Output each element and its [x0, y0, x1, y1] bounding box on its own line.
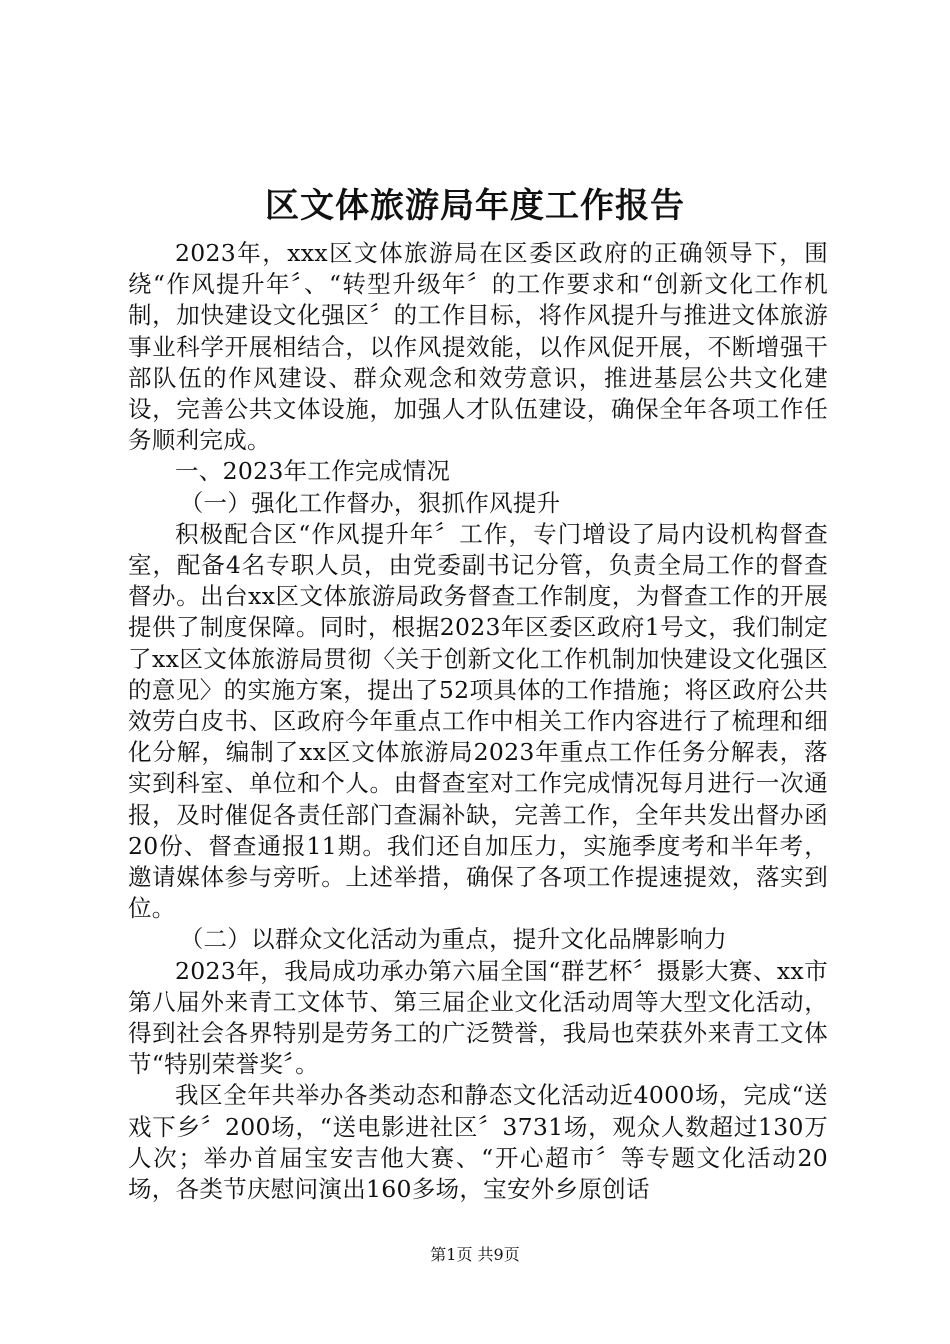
paragraph-activities: 我区全年共举办各类动态和静态文化活动近4000场，完成“送戏下乡〞200场，“送电影进社区〞3731场，观众人数超过130万人次；举办首届宝安吉他大赛、“开心超市〞等专题文化活动20场，各类节庆慰问演出160多场，宝安外乡原创话 [128, 1081, 828, 1204]
document-body [128, 238, 828, 1205]
subsection-heading-1: （一）强化工作督办，狠抓作风提升 [179, 488, 561, 517]
paragraph-events: 2023年，我局成功承办第六届全国“群艺杯〞摄影大赛、xx市第八届外来青工文体节、第三届企业文化活动周等大型文化活动，得到社会各界特别是劳务工的广泛赞誉，我局也荣获外来青工文体节“特别荣誉奖〞。 [128, 956, 828, 1079]
document-title: 区文体旅游局年度工作报告 [265, 186, 685, 226]
paragraph-supervision: 积极配合区“作风提升年〞工作，专门增设了局内设机构督查室，配备4名专职人员，由党委副书记分管，负责全局工作的督查督办。出台xx区文体旅游局政务督查工作制度，为督查工作的开展提供了制度保障。同时，根据2023年区委区政府1号文，我们制定了xx区文体旅游局贯彻〈关于创新文化工作机制加快建设文化强区的意见〉的实施方案，提出了52项具体的工作措施；将区政府公共效劳白皮书、区政府今年重点工作中相关工作内容进行了梳理和细化分解，编制了xx区文体旅游局2023年重点工作任务分解表，落实到科室、单位和个人。由督查室对工作完成情况每月进行一次通报，及时催促各责任部门查漏补缺，完善工作，全年共发出督办函20份、督查通报11期。我们还自加压力，实施季度考和半年考，邀请媒体参与旁听。上述举措，确保了各项工作提速提效，落实到位。 [128, 519, 828, 923]
section-heading-1: 一、2023年工作完成情况 [175, 457, 451, 486]
page-number: 第1页 共9页 [430, 1245, 520, 1264]
subsection-heading-2: （二）以群众文化活动为重点，提升文化品牌影响力 [179, 925, 728, 954]
paragraph-intro: 2023年，xxx区文体旅游局在区委区政府的正确领导下，围绕“作风提升年〞、“转型升级年〞的工作要求和“创新文化工作机制，加快建设文化强区〞的工作目标，将作风提升与推进文体旅游事业科学开展相结合，以作风提效能，以作风促开展，不断增强干部队伍的作风建设、群众观念和效劳意识，推进基层公共文化建设，完善公共文体设施，加强人才队伍建设，确保全年各项工作任务顺利完成。 [128, 239, 828, 455]
